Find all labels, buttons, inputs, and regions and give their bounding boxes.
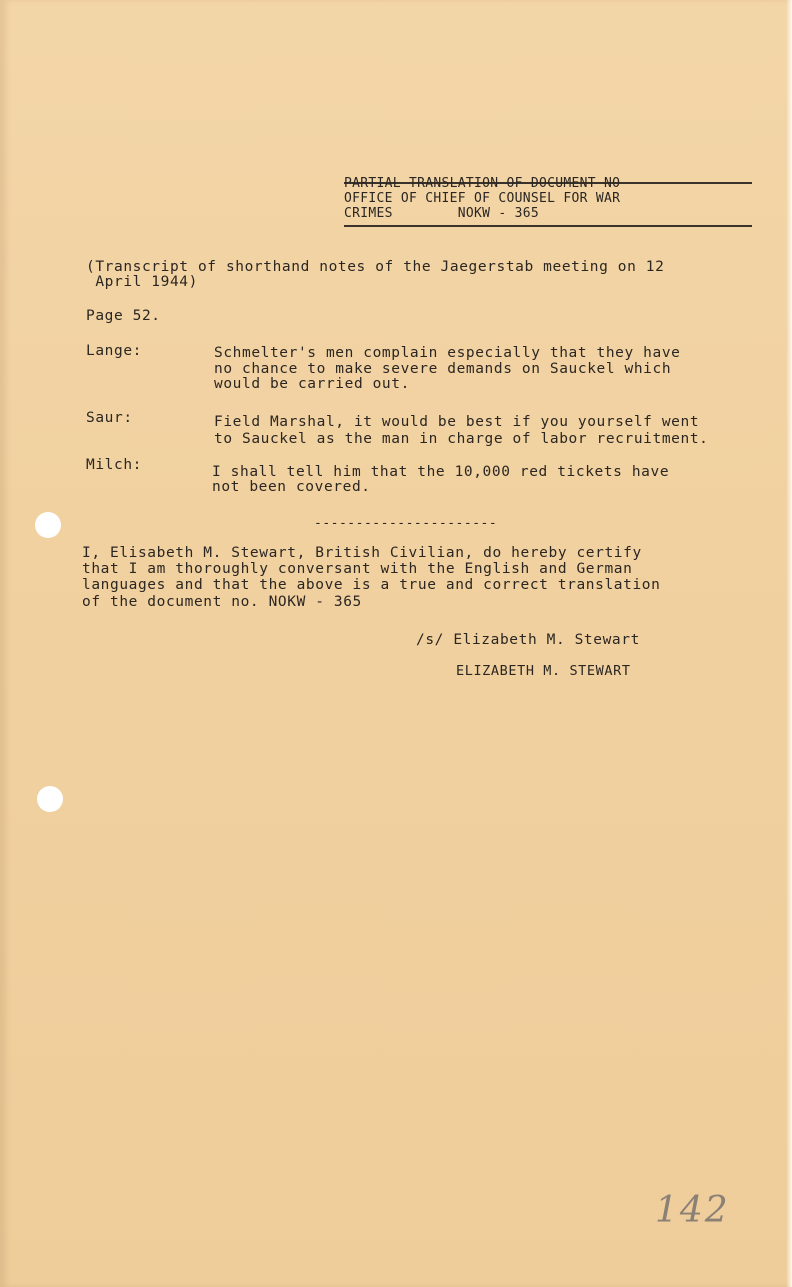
page-reference: Page 52. — [86, 308, 161, 324]
speaker-milch: Milch: — [86, 457, 142, 473]
punch-hole-upper — [35, 512, 61, 538]
page-edge — [786, 0, 792, 1287]
signature-signed: /s/ Elizabeth M. Stewart — [416, 632, 640, 648]
section-divider: ---------------------- — [314, 516, 498, 531]
intro-line-1: (Transcript of shorthand notes of the Jaegerstab meeting on 12 — [86, 259, 665, 275]
milch-line-2: not been covered. — [212, 479, 371, 495]
certification-line-3: languages and that the above is a true and correct translation — [82, 577, 661, 593]
handwritten-page-number: 142 — [655, 1190, 730, 1231]
certification-line-2: that I am thoroughly conversant with the English and German — [82, 561, 633, 577]
lange-line-1: Schmelter's men complain especially that they have — [214, 345, 681, 361]
header-line-2: OFFICE OF CHIEF OF COUNSEL FOR WAR — [344, 191, 621, 206]
punch-hole-lower — [37, 786, 63, 812]
milch-line-1: I shall tell him that the 10,000 red tickets have — [212, 464, 670, 480]
saur-line-1: Field Marshal, it would be best if you yourself went — [214, 414, 700, 430]
saur-line-2: to Sauckel as the man in charge of labor recruitment. — [214, 431, 709, 447]
intro-line-2: April 1944) — [86, 274, 198, 290]
speaker-saur: Saur: — [86, 410, 133, 426]
document-header — [344, 176, 752, 227]
header-line-1: PARTIAL TRANSLATION OF DOCUMENT NO — [344, 176, 621, 191]
lange-line-2: no chance to make severe demands on Sauckel which — [214, 361, 672, 377]
signature-printed: ELIZABETH M. STEWART — [456, 663, 631, 679]
speaker-lange: Lange: — [86, 343, 142, 359]
certification-line-4: of the document no. NOKW - 365 — [82, 594, 362, 610]
header-line-3: CRIMES NOKW - 365 — [344, 206, 540, 221]
certification-line-1: I, Elisabeth M. Stewart, British Civilian, do hereby certify — [82, 545, 642, 561]
header-bottom-rule — [344, 225, 752, 227]
lange-line-3: would be carried out. — [214, 376, 410, 392]
